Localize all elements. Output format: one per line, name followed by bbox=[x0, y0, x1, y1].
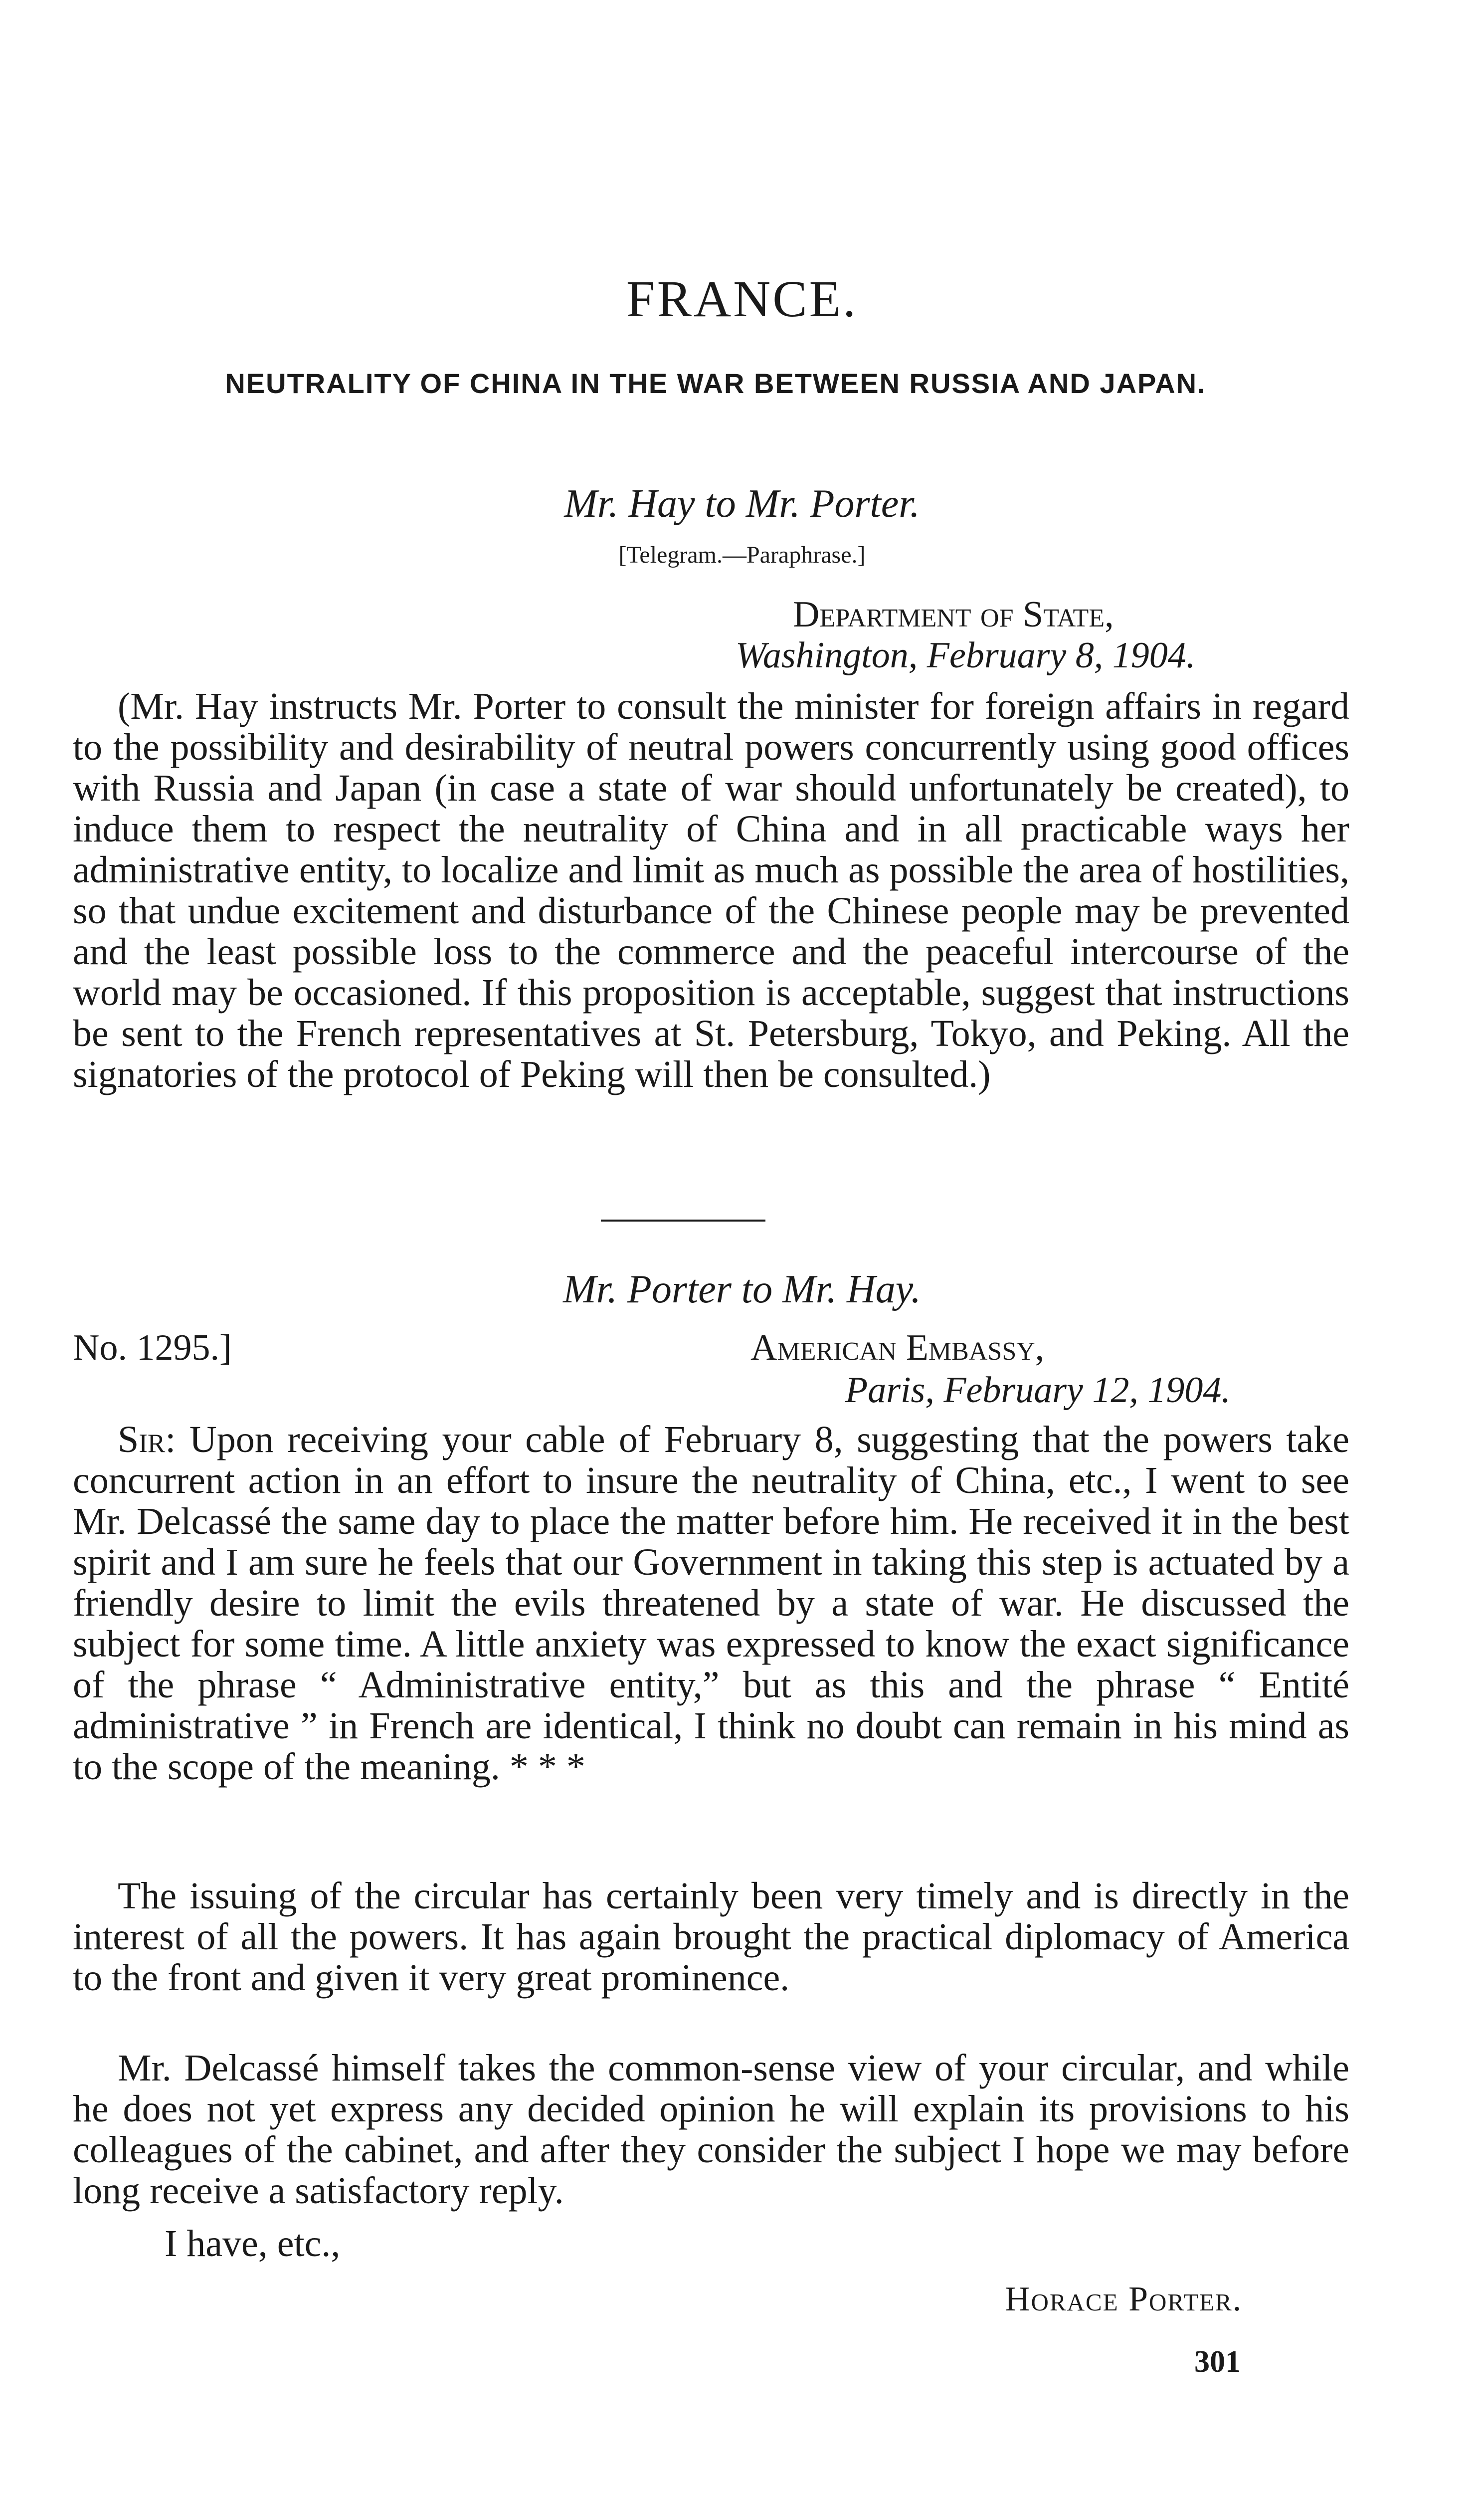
letter2-paragraph-1 bbox=[73, 1419, 1349, 1787]
letter2-title: Mr. Porter to Mr. Hay. bbox=[563, 1267, 921, 1311]
letter1-title: Mr. Hay to Mr. Porter. bbox=[564, 482, 920, 526]
paragraph-text: Upon receiving your cable of February 8, suggesting that the powers take concurrent action in an effort to insure the neutrality of China, etc., I went to see Mr. Delcassé the same day to place the matter before him. He received it in the best spirit and I am sure he feels that our Government in taking this step is actuated by a friendly desire to limit the evils threatened by a state of war. He discussed the subject for some time. A little anxiety was expressed to know the exact significance of the phrase “ Administrative entity,” but as this and the phrase “ Entité administrative ” in French are identical, I think no doubt can remain in his mind as to the scope of the meaning. * * * bbox=[73, 1419, 1349, 1788]
salutation: Sir: bbox=[118, 1419, 176, 1460]
page-number: 301 bbox=[1194, 2345, 1241, 2379]
signature: Horace Porter. bbox=[1005, 2280, 1243, 2318]
letter2-paragraph-2: The issuing of the circular has certainly been very timely and is directly in the interest of all the powers. It has again brought the practical diplomacy of America to the front and given it very great prominence. bbox=[73, 1875, 1349, 1999]
section-divider bbox=[601, 1220, 765, 1222]
country-title: FRANCE. bbox=[626, 270, 858, 328]
letter2-place-date: Paris, February 12, 1904. bbox=[845, 1370, 1231, 1411]
closing: I have, etc., bbox=[165, 2223, 341, 2265]
letter1-sender: Department of State, bbox=[793, 594, 1114, 635]
letter1-note: [Telegram.—Paraphrase.] bbox=[618, 542, 866, 568]
letter2-sender: American Embassy, bbox=[750, 1327, 1045, 1368]
letter1-place-date: Washington, February 8, 1904. bbox=[736, 635, 1196, 676]
section-heading: NEUTRALITY OF CHINA IN THE WAR BETWEEN RUSSIA AND JAPAN. bbox=[225, 368, 1206, 399]
letter1-body: (Mr. Hay instructs Mr. Porter to consult the minister for foreign affairs in regard to the possibility and desirability of neutral powers concurrently using good offices with Russia and Japan (in case a state of war should unfortunately be created), to induce them to respect the neutrality of China and in all practicable ways her administrative entity, to localize and limit as much as possible the area of hostilities, so that undue excitement and disturbance of the Chinese people may be prevented and the least possible loss to the commerce and the peaceful intercourse of the world may be occasioned. If this proposition is acceptable, suggest that instructions be sent to the French representatives at St. Petersburg, Tokyo, and Peking. All the signatories of the protocol of Peking will then be consulted.) bbox=[73, 685, 1349, 1095]
letter2-number: No. 1295.] bbox=[73, 1327, 232, 1368]
letter2-paragraph-3: Mr. Delcassé himself takes the common-sense view of your circular, and while he does not yet express any decided opinion he will explain its provisions to his colleagues of the cabinet, and after they consider the subject I hope we may before long receive a satisfactory reply. bbox=[73, 2047, 1349, 2212]
